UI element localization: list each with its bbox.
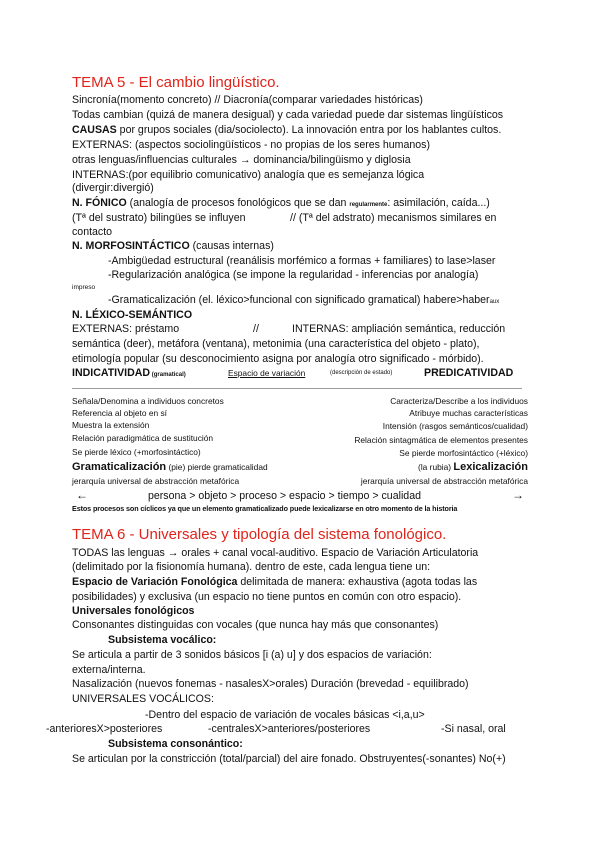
- text-line: -Ambigüedad estructural (reanálisis morfémico a formas + familiares) to lase>laser: [108, 255, 496, 267]
- indicatividad-label: INDICATIVIDAD: [72, 367, 151, 379]
- text-line: [72, 367, 186, 382]
- text-line: contacto: [72, 226, 113, 238]
- jerarquia-left: jerarquía universal de abstracción metafórica: [72, 476, 240, 486]
- text-line: [72, 197, 490, 212]
- text-line: -centralesX>anteriores/posteriores: [208, 723, 371, 735]
- predicatividad-label: PREDICATIVIDAD: [424, 367, 514, 379]
- divider: [72, 388, 522, 389]
- text-line: -Regularización analógica (se impone la regularidad - inferencias por analogía): [108, 269, 479, 281]
- gramaticalizacion-label: Gramaticalización: [72, 461, 167, 473]
- text-line: otras lenguas/influencias culturales → dominancia/bilingüismo y diglosia: [72, 154, 411, 166]
- text-line: [72, 124, 501, 137]
- fonico-text: (analogía de procesos fonológicos que se dan: [126, 197, 350, 209]
- text-line: [72, 576, 477, 589]
- text-line: Sincronía(momento concreto) // Diacronía(comparar variedades históricas): [72, 94, 423, 106]
- text-line: [72, 240, 274, 253]
- text-line: posibilidades) y exclusiva (un espacio no tiene puntos en común con otro espacio).: [72, 591, 462, 603]
- table-left-item: Relación paradigmática de sustitución: [72, 433, 214, 443]
- table-left-item: Referencia al objeto en sí: [72, 408, 167, 418]
- lexicalizacion-text: (la rubia): [418, 462, 454, 472]
- table-right-item: Intensión (rasgos semánticos/cualidad): [382, 421, 528, 431]
- table-left-item: Muestra la extensión: [72, 420, 150, 430]
- text-line: semántica (deer), metáfora (ventana), metonimia (una característica del objeto - plato),: [72, 338, 480, 350]
- text-line: (delimitado por la fisionomía humana). dentro de este, cada lengua tiene un:: [72, 561, 431, 573]
- text-line: // (Tª del adstrato) mecanismos similares en: [290, 212, 497, 224]
- lexicalizacion-label: Lexicalización: [453, 461, 528, 473]
- universales-heading: Universales fonológicos: [72, 605, 195, 617]
- text-line: Todas cambian (quizá de manera desigual) y cada variedad puede dar sistemas lingüísticos: [72, 109, 504, 121]
- text-line: INTERNAS: ampliación semántica, reducción: [292, 323, 506, 335]
- table-right-item: Atribuye muchas características: [409, 408, 528, 418]
- text-line: TODAS las lenguas → orales + canal vocal-auditivo. Espacio de Variación Articulatoria: [72, 547, 479, 559]
- impreso-note: impreso: [72, 284, 96, 291]
- lexicalizacion-line: [418, 461, 528, 474]
- text-line: Consonantes distinguidas con vocales (que nunca hay más que consonantes): [72, 619, 439, 631]
- table-left-item: Se pierde léxico (+morfosintáctico): [72, 447, 201, 457]
- text-line: //: [253, 323, 259, 335]
- text-line: EXTERNAS: (aspectos sociolingüísticos - no propias de los seres humanos): [72, 139, 430, 151]
- text-line: Se articula a partir de 3 sonidos básicos [i (a) u] y dos espacios de variación:: [72, 649, 432, 661]
- morfo-text: (causas internas): [189, 240, 274, 252]
- tema5-title: TEMA 5 - El cambio lingüístico.: [72, 74, 280, 91]
- text-line: (Tª del sustrato) bilingües se influyen: [72, 212, 246, 224]
- text-line: Se articulan por la constricción (total/parcial) del aire fonado. Obstruyentes(-sonantes) No(+): [72, 753, 506, 765]
- table-right-item: Relación sintagmática de elementos presentes: [354, 435, 528, 445]
- espacio-variacion-label: Espacio de variación: [228, 368, 306, 378]
- jerarquia-right: jerarquía universal de abstracción metafórica: [360, 476, 528, 486]
- text-line: -Si nasal, oral: [441, 723, 506, 735]
- gramaticalizacion-line: [72, 461, 268, 474]
- fonico-text-end: : asimilación, caída...): [387, 197, 490, 209]
- morfo-heading: N. MORFOSINTÁCTICO: [72, 240, 190, 252]
- evf-heading: Espacio de Variación Fonológica: [72, 576, 238, 588]
- descripcion-note: (descripción de estado): [330, 370, 393, 376]
- fonico-small-text: regularmente: [349, 202, 388, 208]
- text-line: -anterioresX>posteriores: [46, 723, 163, 735]
- cyclic-note: Estos procesos son cíclicos ya que un elemento gramaticalizado puede lexicalizarse en otro momento de la historia: [72, 504, 458, 513]
- causas-heading: CAUSAS: [72, 124, 117, 136]
- text-line: UNIVERSALES VOCÁLICOS:: [72, 693, 214, 705]
- fonico-heading: N. FÓNICO: [72, 197, 127, 209]
- gramaticalizacion-text: (pie) pierde gramaticalidad: [166, 462, 268, 472]
- arrow-right-icon: →: [512, 488, 524, 502]
- evf-text: delimitada de manera: exhaustiva (agota todas las: [237, 576, 478, 588]
- text-line: -Dentro del espacio de variación de vocales básicas <i,a,u>: [145, 709, 425, 721]
- text-line: [108, 294, 499, 309]
- gramatical-note: (gramatical): [150, 372, 186, 378]
- text-line: EXTERNAS: préstamo: [72, 323, 180, 335]
- aux-subscript: aux: [489, 299, 500, 305]
- subsistema-consonantico-heading: Subsistema consonántico:: [108, 738, 243, 750]
- abstraction-scale: persona > objeto > proceso > espacio > tiempo > cualidad: [148, 490, 421, 502]
- tema6-title: TEMA 6 - Universales y tipología del sistema fonológico.: [72, 526, 447, 543]
- subsistema-vocalico-heading: Subsistema vocálico:: [108, 634, 217, 646]
- table-right-item: Caracteriza/Describe a los individuos: [390, 396, 528, 406]
- lexico-heading: N. LÉXICO-SEMÁNTICO: [72, 309, 193, 321]
- text-line: Nasalización (nuevos fonemas - nasalesX>orales) Duración (brevedad - equilibrado): [72, 678, 469, 690]
- table-left-item: Señala/Denomina a individuos concretos: [72, 396, 224, 406]
- arrow-left-icon: ←: [76, 488, 88, 502]
- text-line: etimología popular (su desconocimiento asigna por analogía otro significado - mórbido).: [72, 353, 484, 365]
- text-line: externa/interna.: [72, 664, 146, 676]
- causas-text: por grupos sociales (dia/sociolecto). La innovación entra por los hablantes cultos.: [116, 124, 502, 136]
- table-right-item: Se pierde morfosintáctico (+léxico): [399, 448, 528, 458]
- text-line: (divergir:divergió): [72, 182, 154, 194]
- text-line: INTERNAS:(por equilibrio comunicativo) analogía que es semejanza lógica: [72, 169, 425, 181]
- morfo-text-3: -Gramaticalización (el. léxico>funcional con significado gramatical) habere>haber: [108, 294, 490, 306]
